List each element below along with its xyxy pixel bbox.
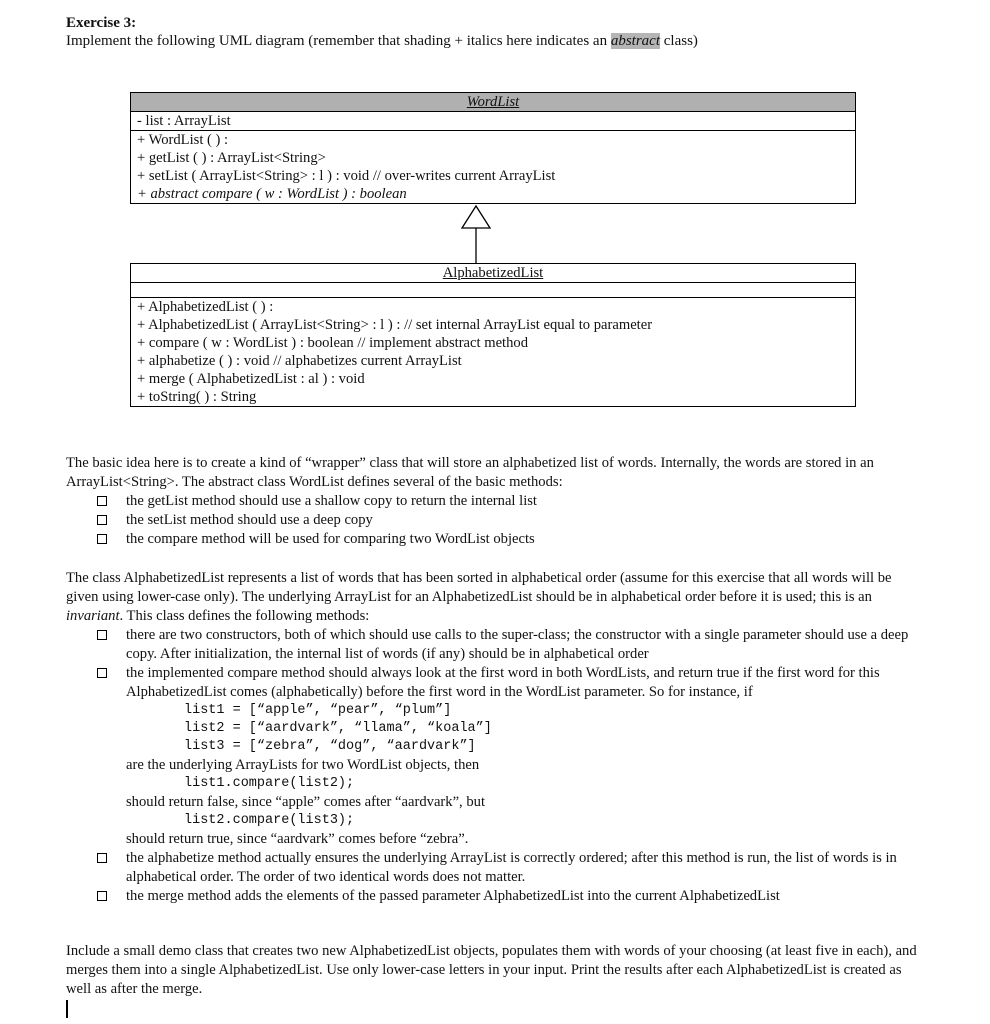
exercise-header [66, 14, 926, 50]
list-item: there are two constructors, both of which should use calls to the super-class; the constructor with a single parameter should use a deep copy. After initialization, the internal list of words (if any) should be in alphabetical order [66, 626, 926, 664]
code-line: list1.compare(list2); [184, 776, 355, 791]
exercise-title: Exercise 3: [66, 15, 137, 31]
inheritance-arrow-icon [456, 204, 496, 264]
code-line: list1 = [“apple”, “pear”, “plum”] [184, 703, 452, 718]
paragraph-wordlist [66, 454, 926, 549]
uml-method: + AlphabetizedList ( ) : [137, 299, 274, 315]
uml-methods [131, 131, 855, 203]
intro-pre: Implement the following UML diagram (remember that shading + italics here indicates an [66, 33, 611, 49]
uml-method: + setList ( ArrayList<String> : l ) : void // over-writes current ArrayList [137, 168, 556, 184]
paragraph-demo [66, 942, 926, 999]
list-item: the setList method should use a deep copy [66, 511, 926, 530]
code-line: list2.compare(list3); [184, 813, 355, 828]
uml-method: + getList ( ) : ArrayList<String> [137, 150, 326, 166]
exercise-intro [66, 32, 926, 50]
intro-highlight: abstract [610, 33, 660, 49]
uml-attributes-empty [131, 283, 855, 298]
list-item: the compare method will be used for comparing two WordList objects [66, 530, 926, 549]
checkbox-icon [97, 891, 107, 901]
text-cursor[interactable] [66, 1000, 68, 1018]
code-line: list3 = [“zebra”, “dog”, “aardvark”] [184, 739, 476, 754]
list-item: the merge method adds the elements of the passed parameter AlphabetizedList into the current AlphabetizedList [66, 887, 926, 906]
uml-method: + compare ( w : WordList ) : boolean // implement abstract method [137, 335, 528, 351]
paragraph-alphabetizedlist [66, 569, 926, 906]
list-item: the implemented compare method should always look at the first word in both WordLists, and return true if the first word for this AlphabetizedList comes (alphabetically) before the first word in the WordList parameter. So for instance, if list1 = [“apple”, “pear”, “plum”] list2 = [“aardvark”, “llama”, “koala”] list3 = [“zebra”, “dog”, “aardvark”] are the underlying ArrayLists for two WordList objects, then list1.compare(list2); should return false, since “apple” comes after “aardvark”, but list2.compare(list3); should return true, since “aardvark” comes before “zebra”. [66, 664, 926, 849]
checkbox-icon [97, 496, 107, 506]
checkbox-icon [97, 668, 107, 678]
list-item: the getList method should use a shallow copy to return the internal list [66, 492, 926, 511]
uml-methods [131, 298, 855, 406]
bullet-list [66, 492, 926, 549]
uml-attribute: - list : ArrayList [137, 113, 231, 129]
uml-method: + merge ( AlphabetizedList : al ) : void [137, 371, 365, 387]
paragraph-text: The basic idea here is to create a kind of “wrapper” class that will store an alphabetized list of words. Internally, the words are stored in an ArrayList<String>. The abstract class WordList defines several of the basic methods: [66, 455, 874, 490]
checkbox-icon [97, 515, 107, 525]
uml-method-abstract: + abstract compare ( w : WordList ) : boolean [137, 186, 407, 202]
uml-class-wordlist [130, 92, 856, 204]
code-line: list2 = [“aardvark”, “llama”, “koala”] [184, 721, 492, 736]
paragraph-text: Include a small demo class that creates two new AlphabetizedList objects, populates them with words of your choosing (at least five in each), and merges them into a single AlphabetizedList. Use only lower-case letters in your input. Print the results after each AlphabetizedList is created as well as after the merge. [66, 943, 917, 997]
uml-method: + AlphabetizedList ( ArrayList<String> : l ) : // set internal ArrayList equal to parameter [137, 317, 653, 333]
uml-class-name: AlphabetizedList [131, 264, 855, 283]
uml-method: + alphabetize ( ) : void // alphabetizes current ArrayList [137, 353, 462, 369]
uml-method: + WordList ( ) : [137, 132, 229, 148]
bullet-list [66, 626, 926, 906]
uml-attributes [131, 112, 855, 131]
uml-class-name: WordList [131, 93, 855, 112]
checkbox-icon [97, 853, 107, 863]
checkbox-icon [97, 630, 107, 640]
uml-class-alphabetizedlist [130, 263, 856, 407]
intro-post: class) [660, 33, 698, 49]
checkbox-icon [97, 534, 107, 544]
paragraph-text: The class AlphabetizedList represents a list of words that has been sorted in alphabetical order (assume for this exercise that all words will be given using lower-case only). The underlying ArrayList for an AlphabetizedList should be in alphabetical order before it is used; this is an invariant. This class defines the following methods: [66, 570, 892, 624]
list-item: the alphabetize method actually ensures the underlying ArrayList is correctly ordered; after this method is run, the list of words is in alphabetical order. The order of two identical words does not matter. [66, 849, 926, 887]
uml-method: + toString( ) : String [137, 389, 257, 405]
